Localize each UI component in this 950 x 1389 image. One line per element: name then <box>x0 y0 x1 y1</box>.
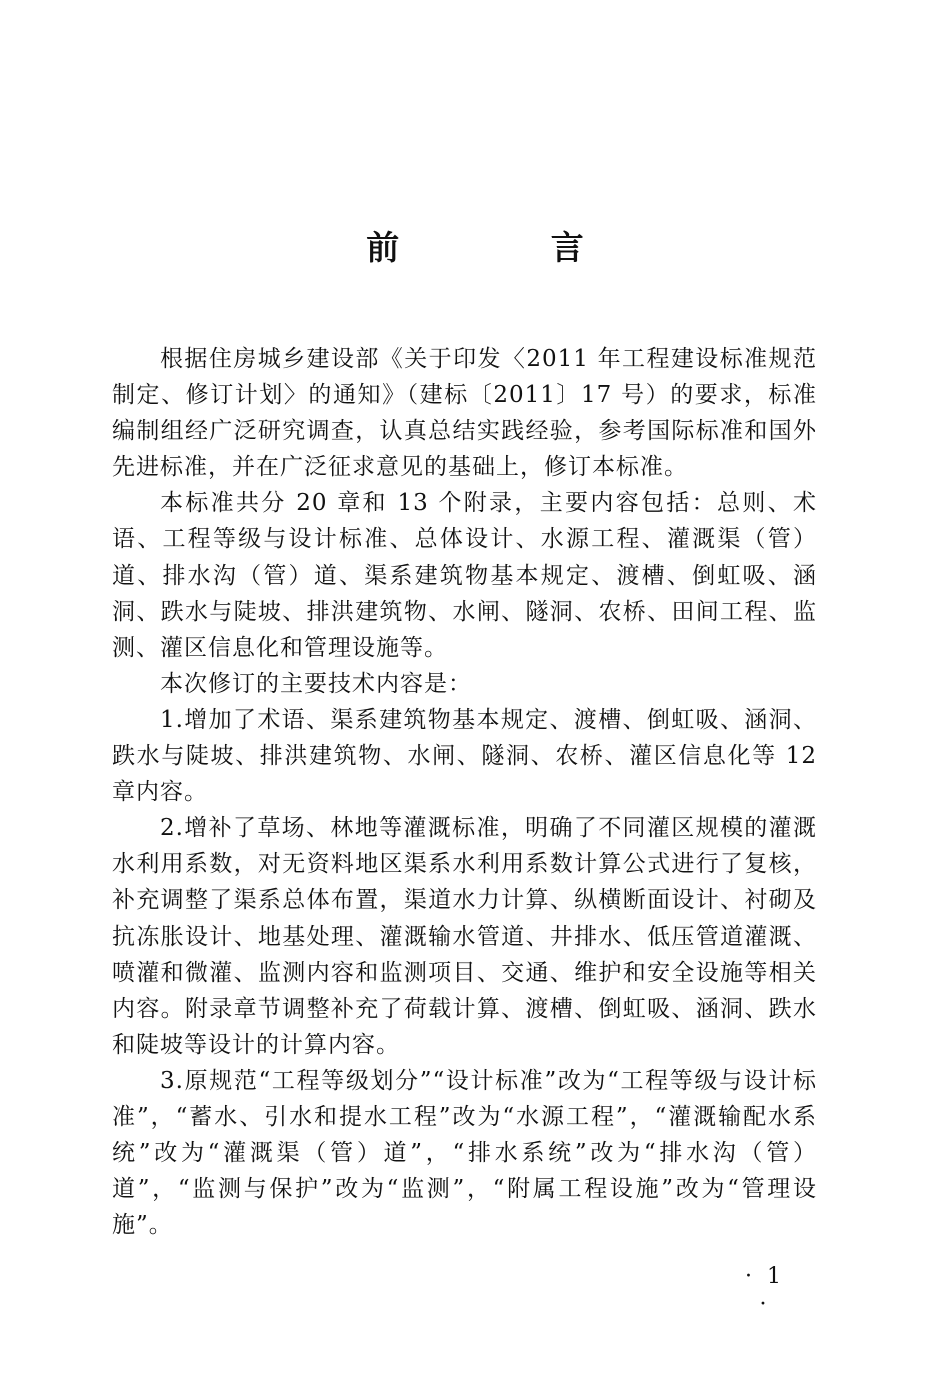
body-text <box>112 341 817 1243</box>
page-number: · 1 · <box>745 1264 785 1317</box>
paragraph-contents: 本标准共分 20 章和 13 个附录，主要内容包括：总则、术语、工程等级与设计标准、总体设计、水源工程、灌溉渠（管）道、排水沟（管）道、渠系建筑物基本规定、渡槽、倒虹吸、涵洞、跌水与陡坡、排洪建筑物、水闸、隧洞、农桥、田间工程、监测、灌区信息化和管理设施等。 <box>112 490 817 661</box>
paragraph-revision-item-2: 2.增补了草场、林地等灌溉标准，明确了不同灌区规模的灌溉水利用系数，对无资料地区渠系水利用系数计算公式进行了复核，补充调整了渠系总体布置，渠道水力计算、纵横断面设计、衬砌及抗冻胀设计、地基处理、灌溉输水管道、井排水、低压管道灌溉、喷灌和微灌、监测内容和监测项目、交通、维护和安全设施等相关内容。附录章节调整补充了荷载计算、渡槽、倒虹吸、涵洞、跌水和陡坡等设计的计算内容。 <box>112 815 817 1058</box>
paragraph-revision-item-3: 3.原规范“工程等级划分”“设计标准”改为“工程等级与设计标准”，“蓄水、引水和提水工程”改为“水源工程”，“灌溉输配水系统”改为“灌溉渠（管）道”，“排水系统”改为“排水沟（管）道”，“监测与保护”改为“监测”，“附属工程设施”改为“管理设施”。 <box>112 1067 817 1239</box>
paragraph-revision-item-1: 1.增加了术语、渠系建筑物基本规定、渡槽、倒虹吸、涵洞、跌水与陡坡、排洪建筑物、水闸、隧洞、农桥、灌区信息化等 12 章内容。 <box>112 706 817 806</box>
paragraph-basis: 根据住房城乡建设部《关于印发〈2011 年工程建设标准规范制定、修订计划〉的通知》（建标〔2011〕17 号）的要求，标准编制组经广泛研究调查，认真总结实践经验，参考国际标准和国外先进标准，并在广泛征求意见的基础上，修订本标准。 <box>112 346 817 481</box>
page-title: 前 言 <box>366 228 654 267</box>
paragraph-revision-intro: 本次修订的主要技术内容是： <box>160 670 472 697</box>
